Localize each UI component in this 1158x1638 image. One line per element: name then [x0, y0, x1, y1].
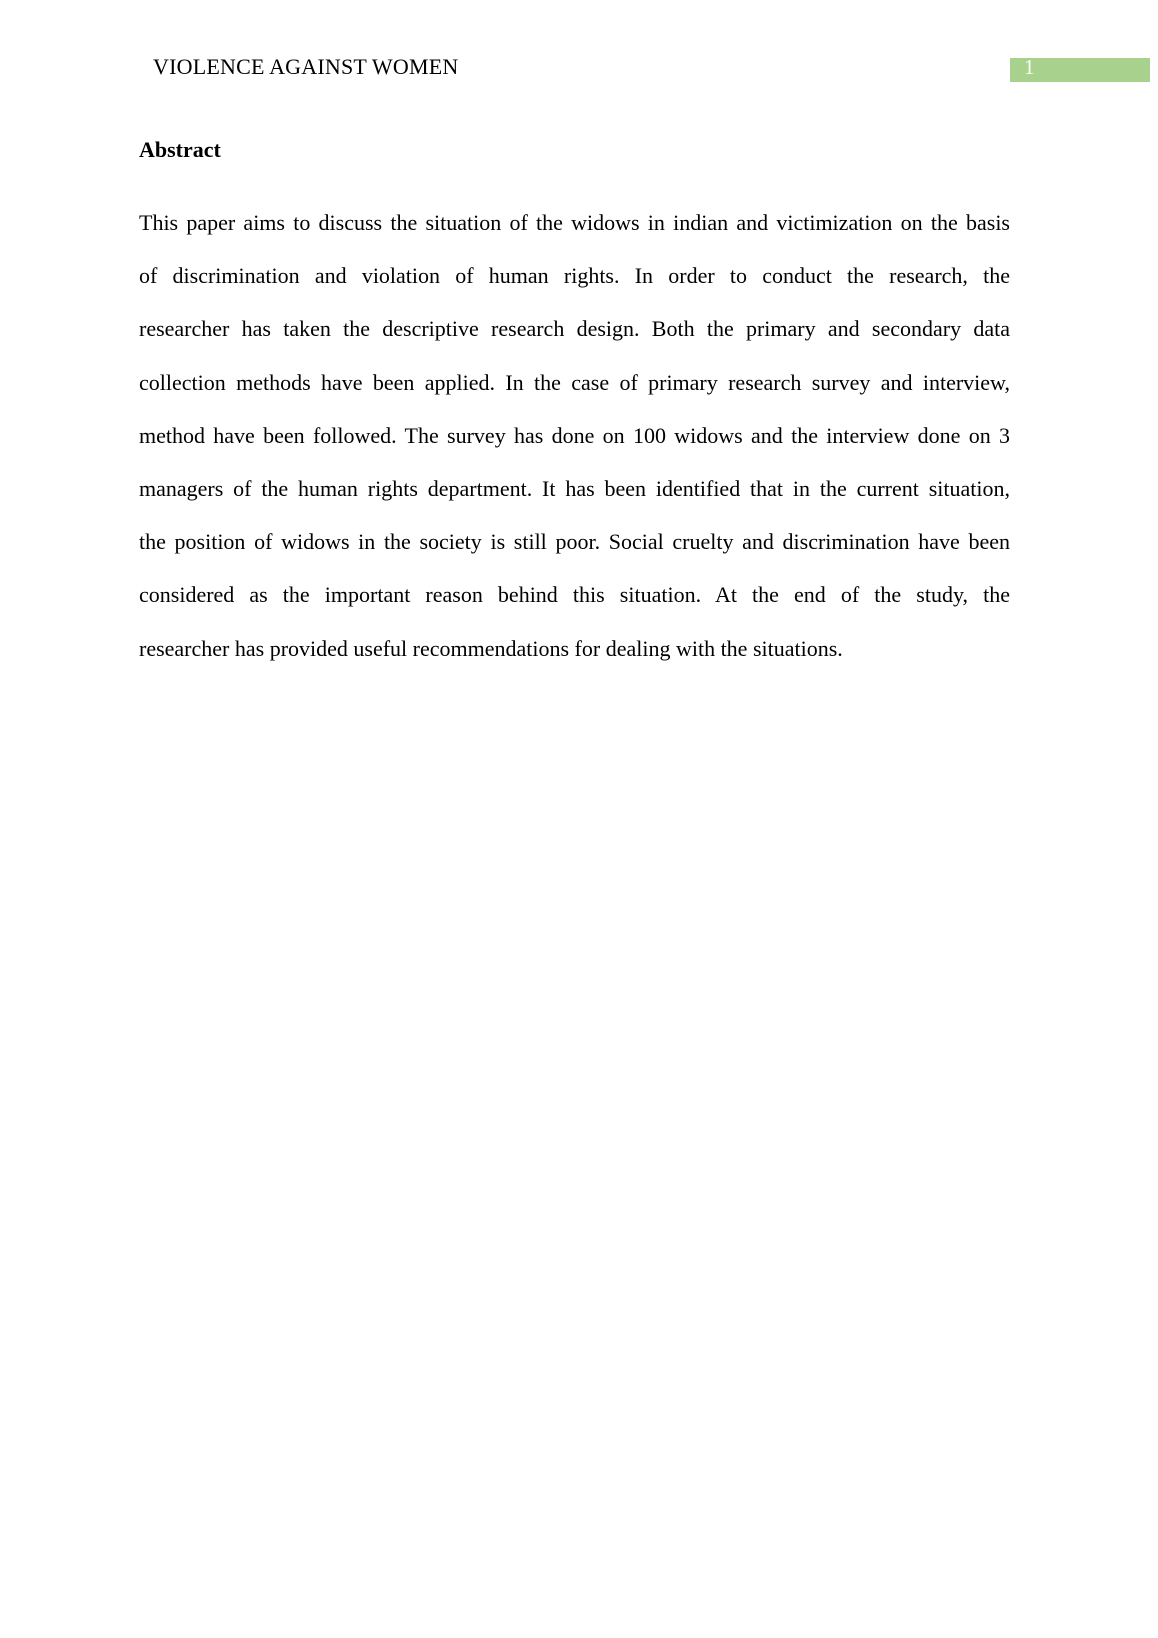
running-head: VIOLENCE AGAINST WOMEN [153, 54, 459, 79]
abstract-line: researcher has taken the descriptive research design. Both the primary and secondary data [139, 316, 1010, 342]
abstract-paragraph [139, 196, 1010, 675]
abstract-line: considered as the important reason behind this situation. At the end of the study, the [139, 582, 1010, 608]
abstract-heading: Abstract [139, 137, 221, 162]
abstract-line: the position of widows in the society is still poor. Social cruelty and discrimination have been [139, 529, 1010, 555]
page-number-badge [1010, 55, 1150, 82]
abstract-line: This paper aims to discuss the situation of the widows in indian and victimization on the basis [139, 210, 1010, 235]
abstract-line: collection methods have been applied. In the case of primary research survey and interview, [139, 369, 1010, 395]
page-number: 1 [1024, 55, 1035, 79]
abstract-line: method have been followed. The survey has done on 100 widows and the interview done on 3 [139, 422, 1010, 448]
abstract-line: managers of the human rights department. It has been identified that in the current situation, [139, 475, 1010, 501]
abstract-line: of discrimination and violation of human rights. In order to conduct the research, the [139, 263, 1010, 289]
abstract-line: researcher has provided useful recommendations for dealing with the situations. [139, 635, 843, 661]
